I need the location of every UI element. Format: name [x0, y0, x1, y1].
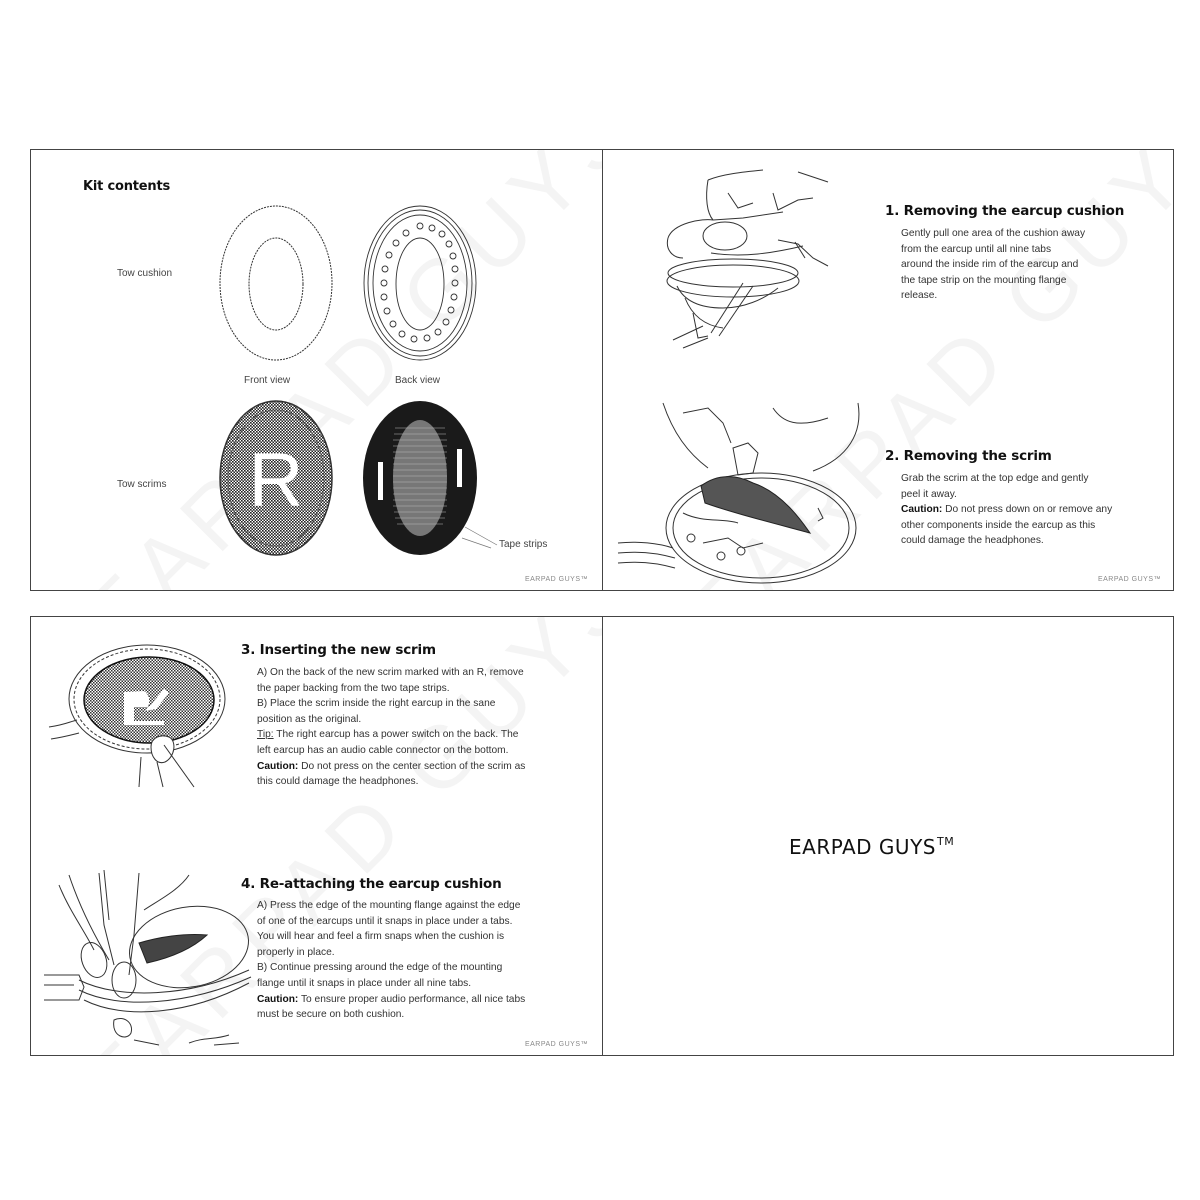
step3-illustration: [39, 637, 249, 817]
tape-strips-label: Tape strips: [499, 539, 548, 550]
scrims-label: Tow scrims: [117, 479, 167, 490]
step4-illustration: [39, 865, 259, 1055]
step2-title: 2. Removing the scrim: [885, 448, 1052, 464]
kit-title: Kit contents: [83, 179, 171, 194]
peeled-scrim: [701, 477, 810, 533]
tip-label: Tip:: [257, 729, 274, 741]
back-view-label: Back view: [395, 375, 441, 386]
footer-mark: EARPAD GUYS™: [1097, 576, 1161, 583]
caution-label: Caution:: [901, 504, 943, 516]
front-view-label: Front view: [244, 375, 291, 386]
top-sheet: [30, 149, 1174, 591]
step2-illustration: [613, 393, 873, 590]
brand-cover-panel: [603, 617, 1175, 1055]
scrim-front-illustration: [217, 398, 337, 558]
step3-title: 3. Inserting the new scrim: [241, 642, 436, 658]
step1-title: 1. Removing the earcup cushion: [885, 203, 1125, 219]
cushion-front-illustration: [217, 204, 337, 364]
caution-label: Caution:: [257, 993, 299, 1005]
scrim-letter-r: R: [248, 438, 304, 523]
footer-mark: EARPAD GUYS™: [524, 1041, 588, 1048]
tape-strip-right: [457, 449, 462, 487]
kit-contents-panel: [31, 150, 602, 590]
bottom-sheet: [30, 616, 1174, 1056]
steps-1-2-panel: [603, 150, 1175, 590]
scrim-back-illustration: [361, 398, 501, 568]
tape-strip-left: [378, 462, 383, 500]
step3-body: A) On the back of the new scrim marked with an R, remove the paper backing from the two tape strips. B) Place the scrim inside the right earcup in the sane position as the original. Tip: The right earcup has a power switch on the back. The left earcup has an audio cable connector on the bottom. Caution: Do not press on the center section of the scrim as this could damage the headphones.: [257, 667, 526, 788]
step1-body: Gently pull one area of the cushion away from the earcup until all nine tabs around the inside rim of the earcup and the tape strip on the mounting flange release.: [901, 228, 1086, 302]
step1-illustration: [613, 158, 873, 358]
steps-3-4-panel: [31, 617, 602, 1055]
cushion-dark-segment: [139, 934, 207, 963]
trademark-mark: TM: [936, 835, 955, 848]
cushion-back-illustration: [361, 204, 481, 364]
brand-logo: [789, 835, 954, 859]
cushion-label: Tow cushion: [117, 268, 173, 279]
caution-label: Caution:: [257, 760, 299, 772]
brand-name: EARPAD GUYS: [789, 835, 936, 859]
step2-body: Grab the scrim at the top edge and gently peel it away. Caution: Do not press down on or remove any other components inside the earcup as this could damage the headphones.: [901, 473, 1113, 547]
step4-title: 4. Re-attaching the earcup cushion: [241, 876, 502, 892]
step4-body: A) Press the edge of the mounting flange against the edge of one of the earcups until it snaps in place under a tabs. You will hear and feel a firm snaps when the cushion is properly in place. B) Continue pressing around the edge of the mounting flange until it snaps in place under all nine tabs. Caution: To ensure proper audio performance, all nice tabs must be secure on both cushion.: [257, 900, 526, 1021]
footer-mark: EARPAD GUYS™: [524, 576, 588, 583]
